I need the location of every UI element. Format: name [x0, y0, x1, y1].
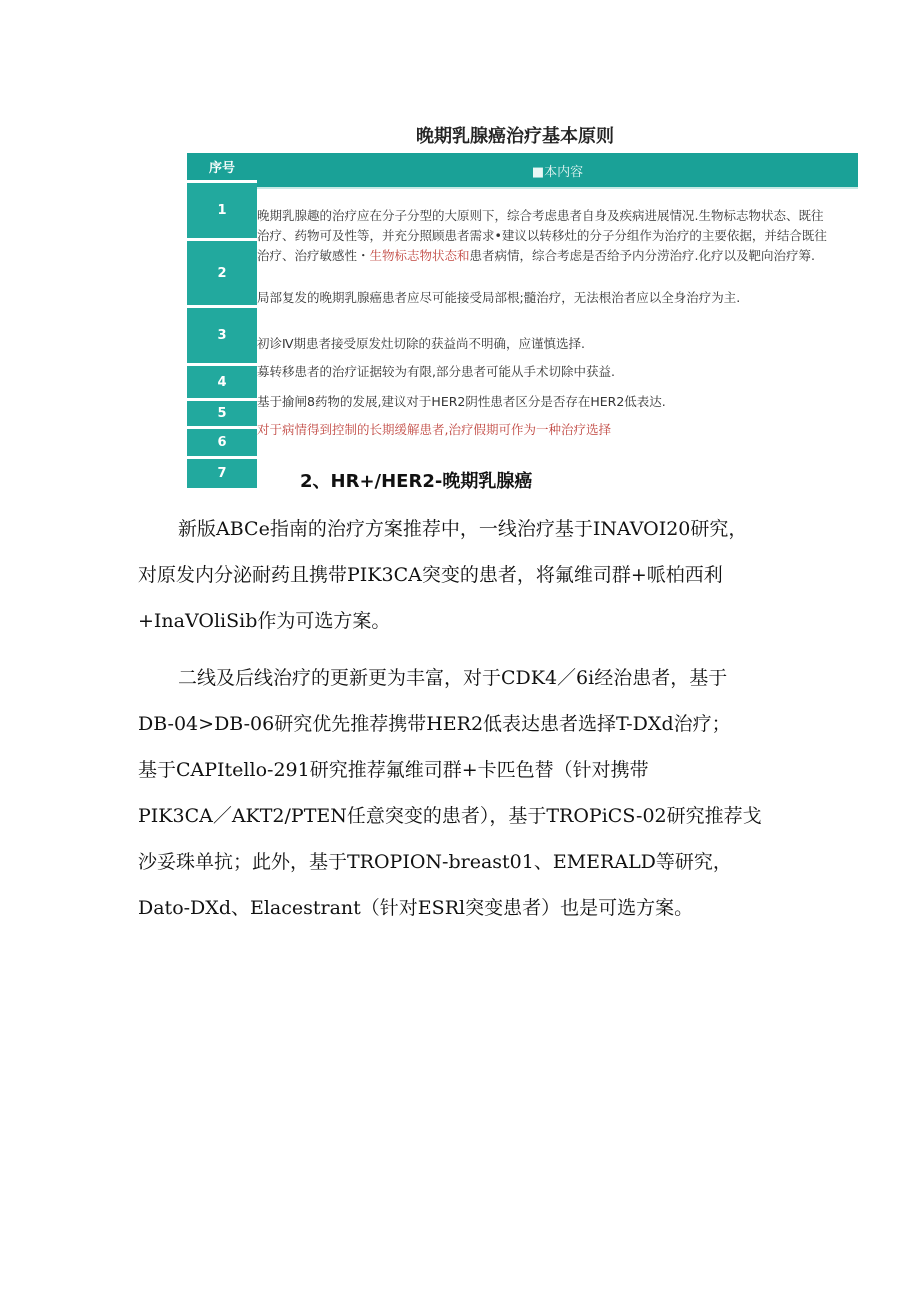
paragraph-line: +InaVOliSib作为可选方案。: [138, 610, 391, 632]
paragraph-2: [138, 655, 818, 931]
table-row-text: [257, 206, 857, 266]
table-row-text: 对于病情得到控制的长期缓解患者,治疗假期可作为一种治疗选择: [257, 422, 611, 437]
row1-line: 治疗、药物可及性等，并充分照顾患者需求•建议以转移灶的分子分组作为治疗的主要依据，并结合既往: [257, 228, 827, 243]
paragraph-line: DB-04>DB-06研究优先推荐携带HER2低表达患者选择T-DXd治疗；: [138, 713, 731, 735]
number-column: [187, 153, 257, 488]
paragraph-line: 二线及后线治疗的更新更为丰富，对于CDK4／6i经治患者，基于: [178, 667, 728, 689]
paragraph-line: 对原发内分泌耐药且携带PIK3CA突变的患者，将氟维司群+哌柏西利: [138, 564, 723, 586]
paragraph-line: 新版ABCe指南的治疗方案推荐中，一线治疗基于INAVOI20研究，: [178, 518, 748, 540]
paragraph-line: 基于CAPItello-291研究推荐氟维司群+卡匹色替（针对携带: [138, 759, 649, 781]
table-row-text: 局部复发的晚期乳腺癌患者应尽可能接受局部根;髓治疗，无法根治者应以全身治疗为主.: [257, 290, 741, 305]
table-title: 晚期乳腺癌治疗基本原则: [416, 126, 614, 147]
row-number: 7: [187, 456, 257, 488]
row-number: 6: [187, 426, 257, 456]
row1-line3-red: 生物标志物状态和: [369, 248, 470, 263]
table-row-text: 募转移患者的治疗证据较为有限,部分患者可能从手术切除中获益.: [257, 364, 615, 379]
paragraph-1: [138, 506, 818, 644]
table-row-text: 基于揄闸8药物的发展,建议对于HER2阴性患者区分是否存在HER2低表达.: [257, 394, 666, 409]
section-heading: 2、HR+/HER2-晚期乳腺癌: [300, 471, 533, 492]
row-number: 3: [187, 305, 257, 363]
row1-line: [257, 246, 857, 266]
row-number: 1: [187, 180, 257, 238]
table-row-text: 初诊Ⅳ期患者接受原发灶切除的获益尚不明确，应谨慎选择.: [257, 336, 586, 351]
number-header: 序号: [187, 153, 257, 180]
row1-line3-a: 治疗、治疗敏感性・: [257, 248, 370, 263]
row1-line: 晚期乳腺趣的治疗应在分子分型的大原则下，综合考虑患者自身及疾病进展情况.生物标志物状态、既往: [257, 208, 824, 223]
paragraph-line: PIK3CA／AKT2/PTEN任意突变的患者），基于TROPiCS-02研究推荐戈: [138, 805, 762, 827]
row-number: 5: [187, 398, 257, 426]
row-number: 2: [187, 238, 257, 305]
row1-line3-b: 患者病情，综合考虑是否给予内分涝治疗.化疗以及靶向治疗筹.: [469, 248, 815, 263]
paragraph-line: 沙妥珠单抗；此外，基于TROPION-breast01、EMERALD等研究，: [138, 851, 732, 873]
row-number: 4: [187, 363, 257, 398]
paragraph-line: Dato-DXd、Elacestrant（针对ESRl突变患者）也是可选方案。: [138, 897, 694, 919]
content-header: ■本内容: [257, 153, 858, 189]
